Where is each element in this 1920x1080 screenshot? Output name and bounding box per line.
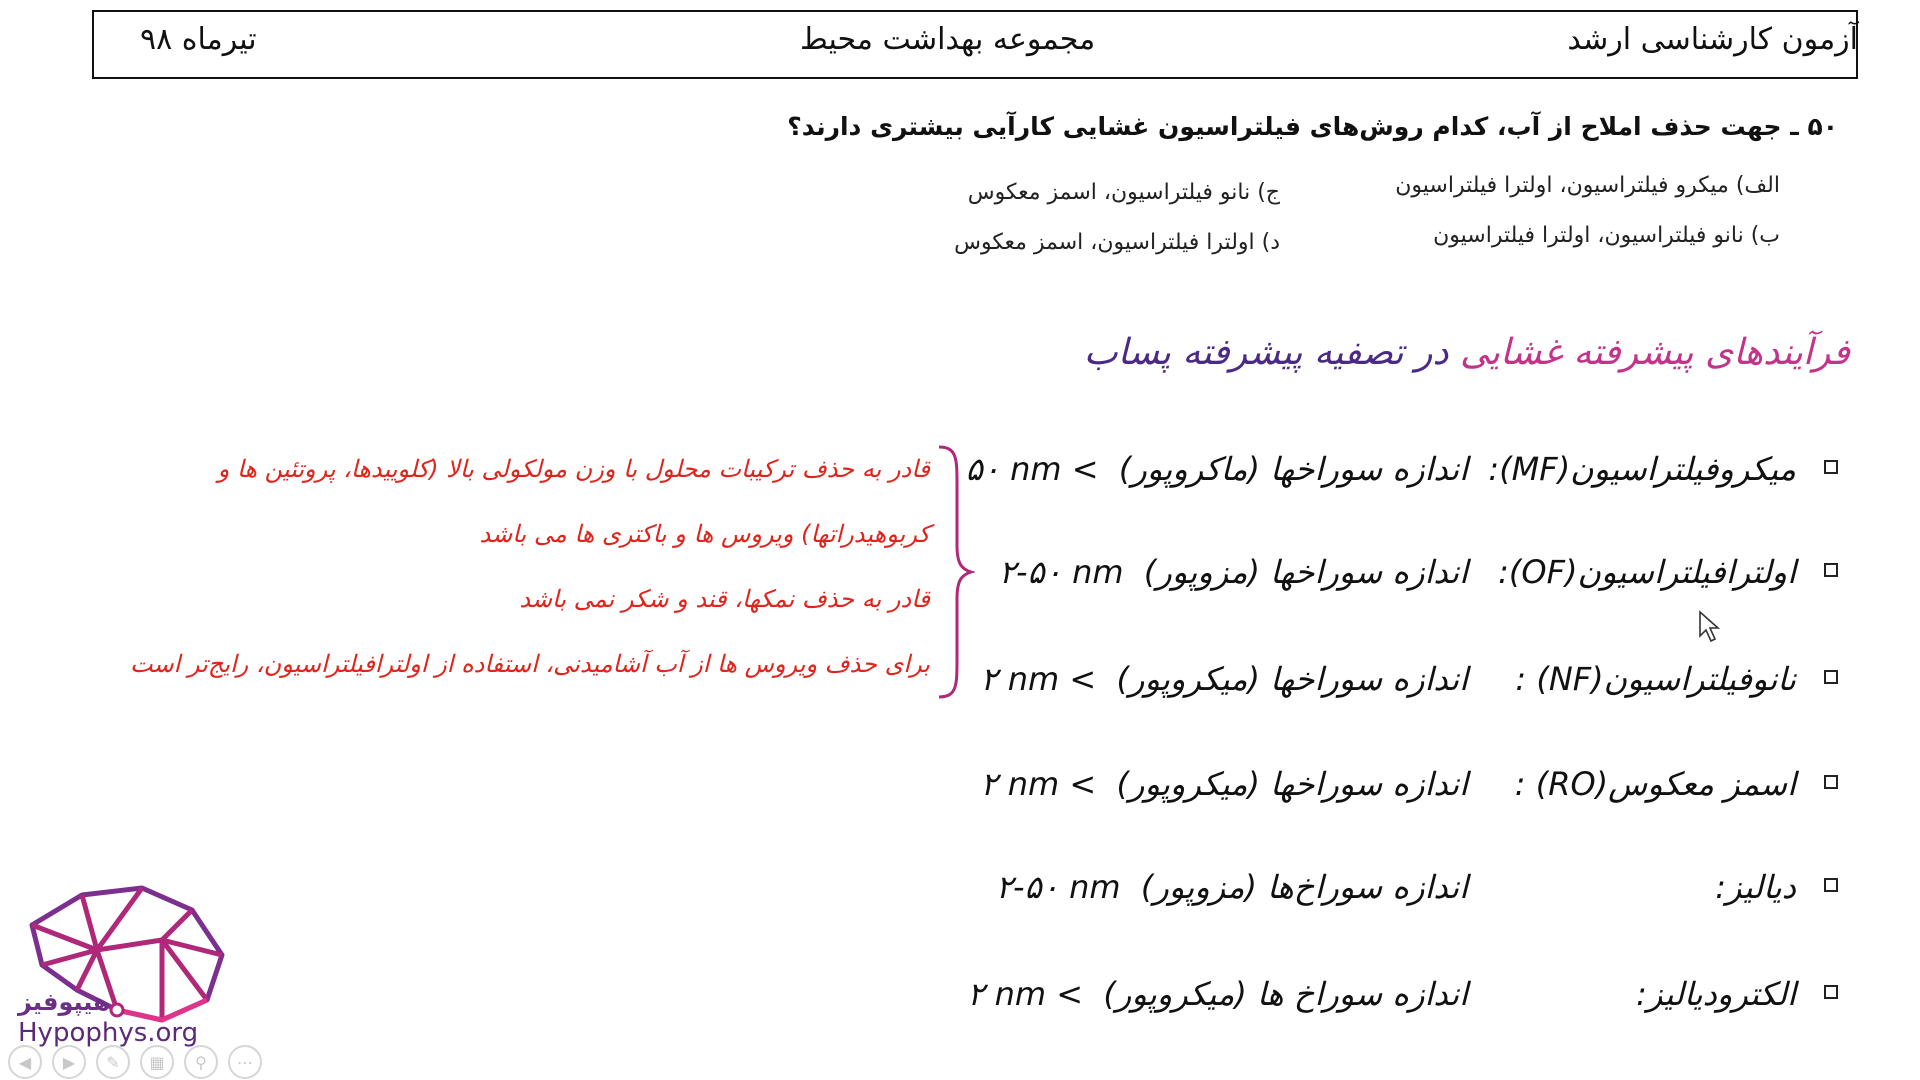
note-line: قادر به حذف نمکها، قند و شکر نمی باشد — [519, 585, 930, 613]
arrow-left-icon[interactable]: ◀ — [8, 1045, 42, 1079]
logo-site[interactable]: Hypophys.org — [18, 1018, 199, 1048]
membrane-desc: اندازه سوراخها (میکروپور) ۲ nm < — [980, 660, 1468, 698]
membrane-row — [978, 868, 1838, 918]
checkbox-icon — [1824, 563, 1838, 577]
header-date: تیرماه ۹۸ — [140, 22, 257, 57]
note-line: قادر به حذف ترکیبات محلول با وزن مولکولی بالا (کلوییدها، پروتئین ها و — [217, 455, 930, 483]
option-b: ب) نانو فیلتراسیون، اولترا فیلتراسیون — [1433, 223, 1780, 248]
checkbox-icon — [1824, 775, 1838, 789]
membrane-value: ۲ nm < — [967, 975, 1084, 1013]
note-line: برای حذف ویروس ها از آب آشامیدنی، استفاده از اولترافیلتراسیون، رایج‌تر است — [129, 650, 930, 678]
membrane-name: دیالیز: — [1715, 868, 1796, 906]
membrane-desc: اندازه سوراخ‌ها (مزوپور) ۲-۵۰ nm — [995, 868, 1468, 906]
membrane-name: الکترودیالیز: — [1636, 975, 1796, 1013]
membrane-desc: اندازه سوراخها (ماکروپور) ۵۰ nm < — [965, 450, 1468, 488]
header-exam: آزمون کارشناسی ارشد — [1567, 22, 1858, 57]
section-title-part2: در تصفیه پیشرفته پساب — [1083, 332, 1449, 373]
slides-icon[interactable]: ▦ — [140, 1045, 174, 1079]
membrane-value: ۲ nm < — [980, 660, 1097, 698]
checkbox-icon — [1824, 670, 1838, 684]
arrow-right-icon[interactable]: ▶ — [52, 1045, 86, 1079]
zoom-icon[interactable]: ⚲ — [184, 1045, 218, 1079]
option-a: الف) میکرو فیلتراسیون، اولترا فیلتراسیون — [1395, 173, 1780, 198]
slide-nav-controls — [8, 1044, 298, 1080]
membrane-row — [967, 975, 1838, 1025]
header-subject: مجموعه بهداشت محیط — [800, 22, 1096, 57]
checkbox-icon — [1824, 460, 1838, 474]
membrane-value: ۵۰ nm < — [965, 450, 1099, 488]
membrane-desc: اندازه سوراخها (میکروپور) ۲ nm < — [980, 765, 1468, 803]
section-title-part1: فرآیندهای پیشرفته غشایی — [1459, 332, 1850, 373]
logo-name: هیپوفیز — [18, 988, 110, 1016]
checkbox-icon — [1824, 878, 1838, 892]
membrane-row — [978, 765, 1838, 815]
membrane-name: اسمز معکوس(RO) : — [1514, 765, 1796, 803]
option-c: ج) نانو فیلتراسیون، اسمز معکوس — [967, 180, 1280, 205]
curly-brace-icon — [935, 445, 975, 700]
membrane-value: ۲ nm < — [980, 765, 1097, 803]
membrane-value: ۲-۵۰ nm — [998, 553, 1124, 591]
option-d: د) اولترا فیلتراسیون، اسمز معکوس — [954, 230, 1280, 255]
membrane-row — [978, 660, 1838, 710]
more-icon[interactable]: ⋯ — [228, 1045, 262, 1079]
membrane-name: میکروفیلتراسیون(MF): — [1488, 450, 1796, 488]
checkbox-icon — [1824, 985, 1838, 999]
membrane-name: اولترافیلتراسیون(OF): — [1498, 553, 1796, 591]
membrane-desc: اندازه سوراخها (مزوپور) ۲-۵۰ nm — [998, 553, 1468, 591]
section-title — [1084, 332, 1850, 373]
note-line: کربوهیدراتها) ویروس ها و باکتری ها می باشد — [479, 520, 930, 548]
membrane-desc: اندازه سوراخ ها (میکروپور) ۲ nm < — [967, 975, 1468, 1013]
mouse-cursor-icon — [1698, 610, 1722, 644]
question-text: ۵۰ ـ جهت حذف املاح از آب، کدام روش‌های فیلتراسیون غشایی کارآیی بیشتری دارند؟ — [787, 112, 1838, 141]
membrane-value: ۲-۵۰ nm — [995, 868, 1121, 906]
membrane-row — [965, 450, 1838, 500]
pen-icon[interactable]: ✎ — [96, 1045, 130, 1079]
membrane-row — [978, 553, 1838, 603]
membrane-name: نانوفیلتراسیون(NF) : — [1515, 660, 1796, 698]
